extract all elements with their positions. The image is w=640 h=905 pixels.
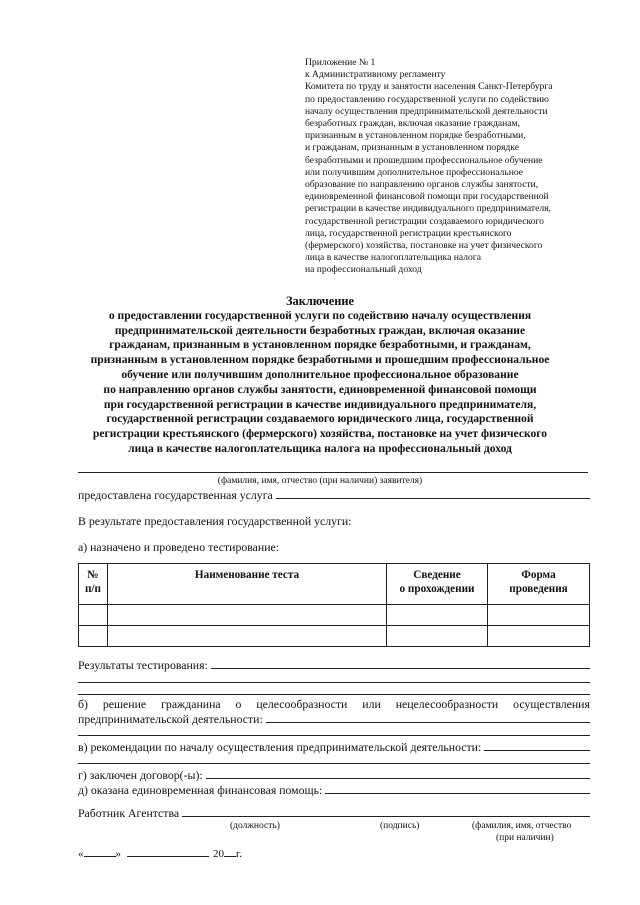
applicant-name-hint: (фамилия, имя, отчество (при наличии) заявителя): [217, 476, 423, 486]
appendix-line: Комитета по труду и занятости населения Санкт-Петербурга: [305, 81, 553, 93]
date-row: [78, 846, 242, 860]
item-b-label: предпринимательской деятельности:: [78, 712, 263, 726]
appendix-line: на профессиональный доход: [305, 264, 422, 276]
appendix-line: к Административному регламенту: [305, 69, 446, 81]
table-cell[interactable]: [387, 605, 488, 626]
document-title: [60, 294, 580, 457]
table-cell[interactable]: [488, 626, 590, 647]
table-row: [79, 626, 590, 647]
appendix-line: по предоставлению государственной услуги по содействию: [305, 93, 549, 105]
appendix-line: государственной регистрации создаваемого юридического: [305, 215, 544, 227]
table-cell[interactable]: [79, 626, 108, 647]
col-test-name-header: Наименование теста: [108, 564, 387, 605]
appendix-line: признанным в установленном порядке безработными,: [305, 130, 526, 142]
title-line: при государственной регистрации в качестве индивидуального предпринимателя,: [103, 397, 537, 411]
test-results-line[interactable]: [78, 694, 590, 695]
position-hint: (должность): [230, 821, 280, 831]
appendix-line: или получившим дополнительное профессиональное: [305, 166, 524, 178]
table-cell[interactable]: [108, 605, 387, 626]
col-completion-info-header: Сведение о прохождении: [387, 564, 488, 605]
appendix-line: и гражданам, признанным в установленном порядке: [305, 142, 519, 154]
worker-label: Работник Агентства: [78, 806, 180, 820]
title-line: по направлению органов службы занятости, единовременной финансовой помощи: [103, 382, 537, 396]
title-line: признанным в установленном порядке безработными и прошедшим профессиональное: [90, 353, 550, 367]
test-results-line[interactable]: [78, 682, 590, 683]
title-heading: Заключение: [285, 294, 355, 308]
appendix-line: регистрации в качестве индивидуального предпринимателя,: [305, 203, 551, 215]
item-g-field[interactable]: [206, 768, 590, 779]
item-g-row: [78, 768, 590, 783]
testing-table: [78, 563, 590, 647]
date-open-quote: «: [78, 848, 84, 860]
date-close-quote: »: [115, 848, 121, 860]
title-line: обучение или получившим дополнительное профессиональное образование: [121, 367, 519, 381]
worker-signature-field[interactable]: [182, 806, 590, 817]
table-row: [79, 605, 590, 626]
date-year-field[interactable]: [224, 846, 236, 857]
date-suffix: г.: [236, 848, 243, 860]
title-line: предпринимательской деятельности безработных граждан, включая оказание: [114, 323, 526, 337]
item-a-testing: а) назначено и проведено тестирование:: [78, 540, 280, 554]
item-c-field[interactable]: [484, 740, 590, 751]
date-day-field[interactable]: [84, 846, 116, 857]
appendix-line: лица в качестве налогоплательщика налога: [305, 252, 481, 264]
worker-signature-row: [78, 806, 590, 821]
appendix-line: (фермерского) хозяйства, постановке на учет физического: [305, 240, 543, 252]
appendix-line: единовременной финансовой помощи при государственной: [305, 191, 549, 203]
appendix-line: Приложение № 1: [305, 57, 376, 68]
appendix-header: [305, 57, 605, 277]
table-cell[interactable]: [79, 605, 108, 626]
title-line: гражданам, признанным в установленном порядке безработными, и гражданам,: [109, 338, 531, 352]
title-line: лица в качестве налогоплательщика налога на профессиональный доход: [128, 441, 512, 455]
date-year-prefix: 20: [213, 848, 224, 860]
appendix-line: лица, государственной регистрации крестьянского: [305, 227, 512, 239]
item-g-label: г) заключен договор(-ы):: [78, 768, 203, 782]
item-b-row: [78, 712, 590, 727]
item-c-row: [78, 740, 590, 755]
test-results-row: [78, 658, 590, 673]
item-b-line-extra[interactable]: [78, 735, 590, 736]
service-provided-row: [78, 488, 590, 503]
title-line: регистрации крестьянского (фермерского) хозяйства, постановке на учет физического: [92, 427, 548, 441]
fullname-hint: (фамилия, имя, отчество: [472, 821, 572, 831]
appendix-line: образование по направлению органов службы занятости,: [305, 179, 539, 191]
test-results-label: Результаты тестирования:: [78, 658, 208, 672]
table-cell[interactable]: [387, 626, 488, 647]
table-cell[interactable]: [108, 626, 387, 647]
item-d-row: [78, 783, 590, 798]
service-provided-label: предоставлена государственная услуга: [78, 488, 273, 502]
item-c-line-extra[interactable]: [78, 763, 590, 764]
result-intro: В результате предоставления государственной услуги:: [78, 514, 352, 528]
item-d-field[interactable]: [325, 783, 590, 794]
item-d-label: д) оказана единовременная финансовая помощь:: [78, 783, 323, 797]
item-b-line: б) решение гражданина о целесообразности или нецелесообразности осуществления: [78, 697, 590, 711]
test-results-field[interactable]: [211, 658, 590, 669]
item-c-label: в) рекомендации по началу осуществления предпринимательской деятельности:: [78, 740, 482, 754]
date-month-field[interactable]: [127, 846, 209, 857]
fullname-hint-2: (при наличии): [496, 833, 554, 843]
title-line: государственной регистрации создаваемого юридического лица, государственной: [106, 412, 534, 426]
col-form-header: Форма проведения: [488, 564, 590, 605]
col-number-header: № п/п: [79, 564, 108, 605]
appendix-line: началу осуществления предпринимательской деятельности: [305, 105, 548, 117]
applicant-name-field[interactable]: [78, 472, 588, 473]
signature-hint: (подпись): [380, 821, 420, 831]
service-provided-field[interactable]: [276, 488, 590, 499]
table-cell[interactable]: [488, 605, 590, 626]
item-b-field[interactable]: [266, 712, 590, 723]
title-line: о предоставлении государственной услуги по содействию началу осуществления: [108, 308, 532, 322]
appendix-line: безработных граждан, включая оказание гражданам,: [305, 118, 521, 130]
appendix-line: безработными и прошедшим профессиональное обучение: [305, 154, 543, 166]
